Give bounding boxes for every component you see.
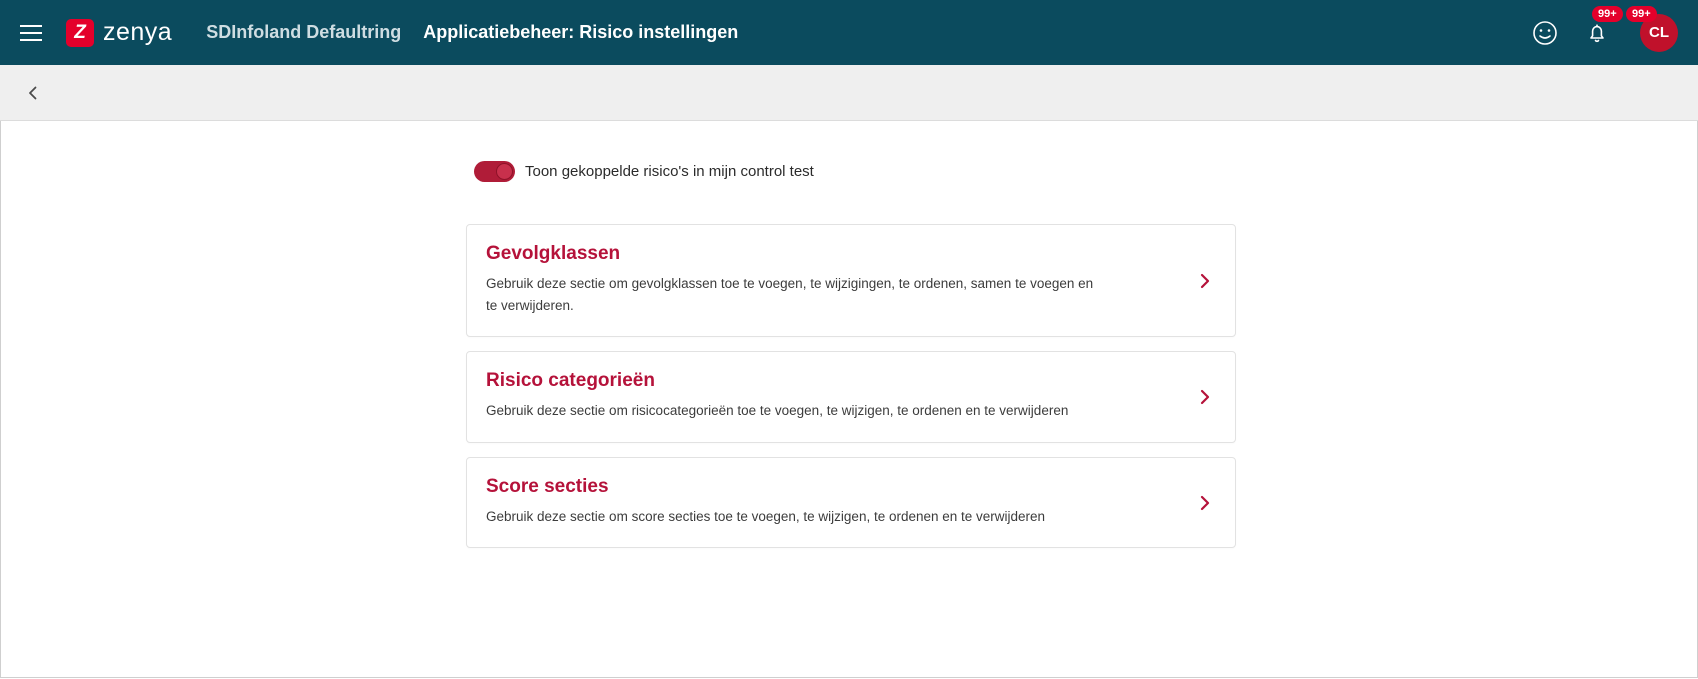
sub-toolbar [0, 65, 1698, 121]
chevron-right-icon[interactable] [1197, 493, 1213, 513]
main-content [0, 121, 1698, 678]
settings-panel [466, 121, 1236, 548]
top-navigation-bar [0, 0, 1698, 65]
zenya-logo[interactable] [66, 18, 172, 47]
page-title: Applicatiebeheer: Risico instellingen [423, 22, 739, 42]
toggle-knob [496, 163, 513, 180]
linked-risks-toggle[interactable] [474, 161, 515, 182]
notification-badge-secondary: 99+ [1626, 6, 1657, 22]
notification-badge-primary: 99+ [1592, 6, 1623, 22]
settings-card-score-secties[interactable] [466, 457, 1236, 549]
chevron-right-icon[interactable] [1197, 271, 1213, 291]
hamburger-menu-icon[interactable] [14, 16, 48, 50]
settings-card-gevolgklassen[interactable] [466, 224, 1236, 337]
organization-name: SDInfoland Defaultring [206, 22, 402, 42]
logo-mark-icon: Z [66, 19, 94, 47]
settings-card-risico-categorieen[interactable] [466, 351, 1236, 443]
card-description: Gebruik deze sectie om score secties toe te voegen, te wijzigen, te ordenen en te verwijderen [486, 508, 1046, 524]
bell-icon[interactable] [1580, 7, 1651, 50]
linked-risks-toggle-label: Toon gekoppelde risico's in mijn control test [525, 163, 814, 180]
card-title: Risico categorieën [486, 370, 655, 392]
linked-risks-toggle-row [474, 161, 1236, 182]
topbar-actions [1528, 7, 1678, 52]
chevron-right-icon[interactable] [1197, 387, 1213, 407]
logo-wordmark: zenya [103, 18, 173, 46]
avatar[interactable]: CL [1640, 14, 1678, 52]
smiley-help-icon[interactable] [1528, 16, 1562, 50]
card-title: Score secties [486, 475, 609, 497]
back-chevron-left-icon[interactable] [18, 78, 48, 108]
card-description: Gebruik deze sectie om gevolgklassen toe te voegen, te wijzigingen, te ordenen, samen te voegen en te verwijderen. [486, 276, 1094, 313]
card-title: Gevolgklassen [486, 243, 621, 264]
card-description: Gebruik deze sectie om risicocategorieën toe te voegen, te wijzigen, te ordenen en te verwijderen [486, 403, 1069, 419]
